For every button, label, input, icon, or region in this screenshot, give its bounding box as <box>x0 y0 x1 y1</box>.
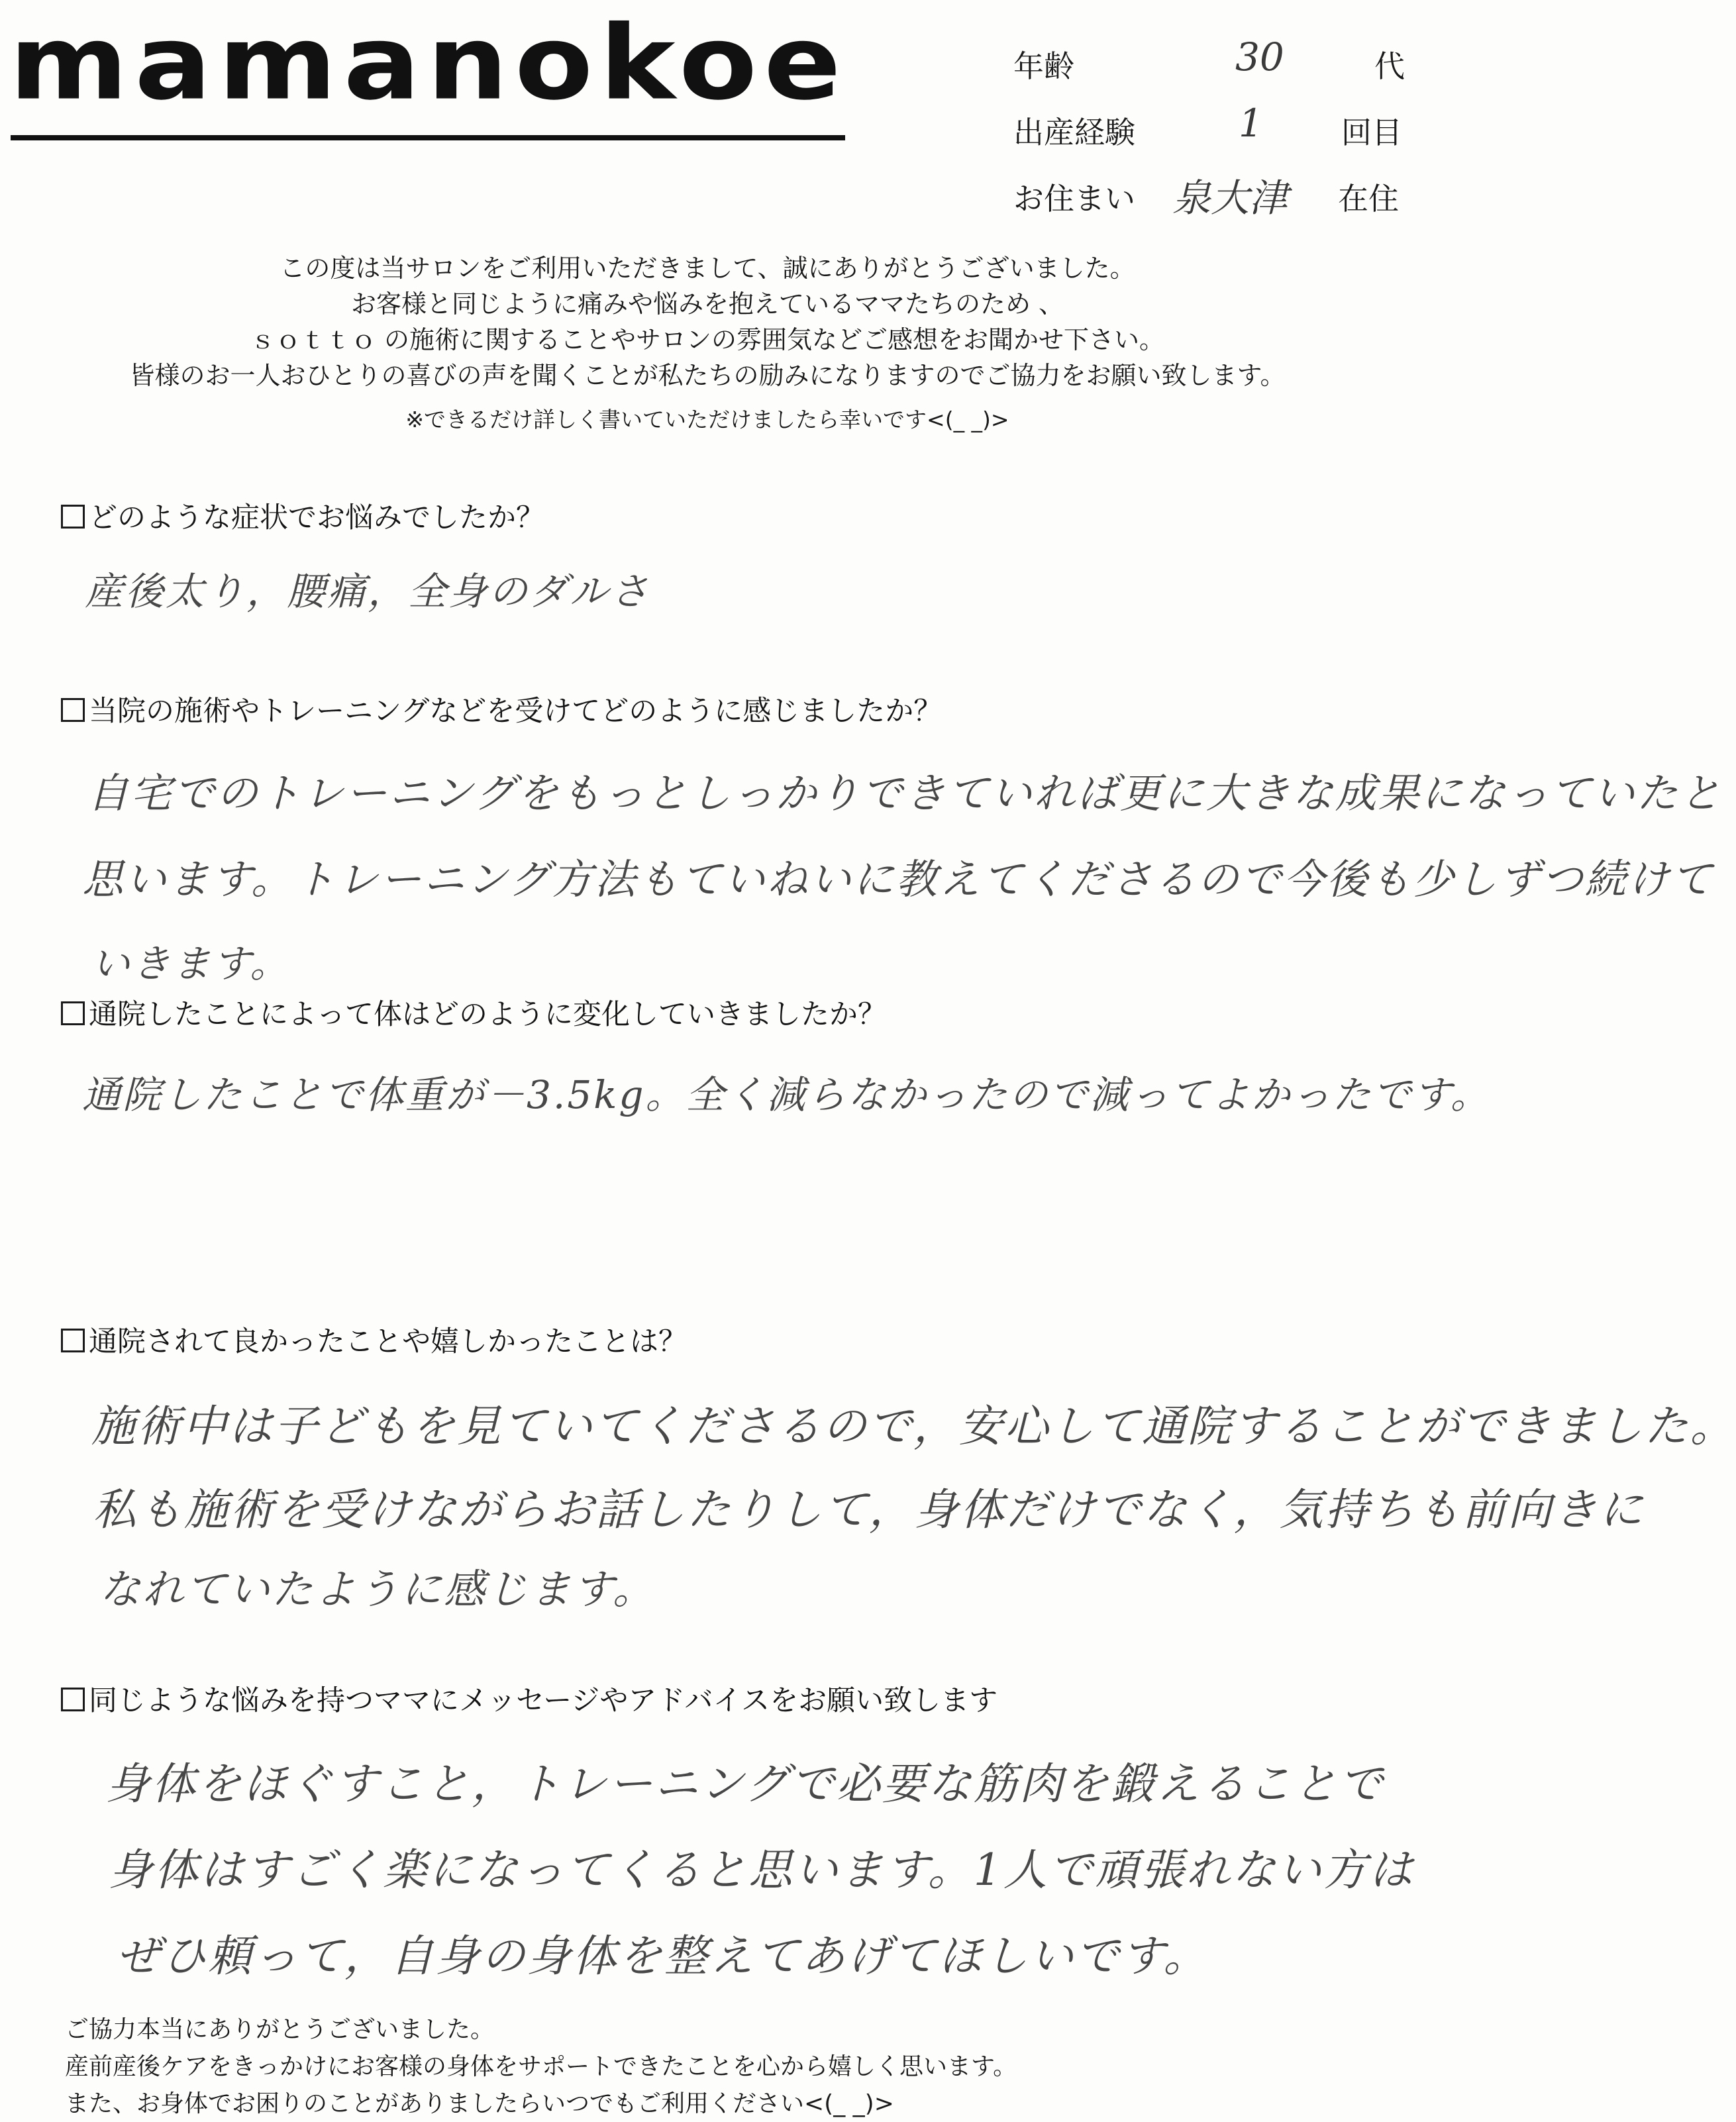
intro-line: ｓｏｔｔｏ の施術に関することやサロンの雰囲気などご感想をお聞かせ下さい。 <box>250 325 1165 354</box>
age-unit: 代 <box>1374 48 1405 84</box>
question-label: 通院されて良かったことや嬉しかったことは？ <box>89 1325 687 1358</box>
birth-experience-value: 1 <box>1239 101 1263 146</box>
answer-symptoms: 産後太り，腰痛，全身のダルさ <box>85 569 651 614</box>
residence-value: 泉大津 <box>1172 176 1288 221</box>
checkbox-square <box>61 505 85 529</box>
question-label: どのような症状でお悩みでしたか？ <box>89 501 544 534</box>
question-label: 通院したことによって体はどのように変化していきましたか？ <box>89 998 886 1031</box>
intro-text <box>0 248 1415 434</box>
residence-unit: 在住 <box>1338 181 1399 217</box>
intro-line: この度は当サロンをご利用いただきまして、誠にありがとうございました。 <box>280 254 1135 283</box>
question-label: 同じような悩みを持つママにメッセージやアドバイスをお願い致します <box>89 1684 998 1717</box>
brand-logo: mamanokoe <box>9 3 848 123</box>
answer-impressions-line: 思います。トレーニング方法もていねいに教えてくださるので今後も少しずつ続けて <box>82 855 1714 903</box>
intro-line: 皆様のお一人おひとりの喜びの声を聞くことが私たちの励みになりますのでご協力をお願い致します。 <box>129 361 1286 390</box>
birth-experience-label: 出産経験 <box>1013 115 1135 150</box>
question-body-changes <box>61 992 886 1033</box>
answer-good-points-line: なれていたように感じます。 <box>99 1565 656 1613</box>
age-row <box>1013 34 1411 82</box>
age-label: 年齢 <box>1013 48 1074 84</box>
closing-line: また、お身体でお困りのことがありましたらいつでもご利用ください<(_ _)> <box>65 2090 894 2117</box>
birth-experience-unit: 回目 <box>1341 115 1402 150</box>
answer-impressions-line: いきます。 <box>91 941 291 986</box>
answer-advice-line: 身体はすごく楽になってくると思います。1人で頑張れない方は <box>109 1844 1415 1895</box>
answer-good-points-line: 私も施術を受けながらお話したりして，身体だけでなく，気持ちも前向きに <box>93 1484 1645 1535</box>
checkbox-square <box>61 698 85 722</box>
residence-row <box>1013 167 1411 221</box>
answer-body-changes: 通院したことで体重が－3.5kg。全く減らなかったので減ってよかったです。 <box>82 1072 1491 1117</box>
checkbox-square <box>61 1688 85 1711</box>
birth-experience-row <box>1013 101 1411 148</box>
question-advice <box>61 1678 997 1719</box>
intro-line: お客様と同じように痛みや悩みを抱えているママたちのため 、 <box>350 289 1064 319</box>
checkbox-square <box>61 1001 85 1025</box>
intro-note: ※できるだけ詳しく書いていただけましたら幸いです<(_ _)> <box>405 407 1009 432</box>
question-good-points <box>61 1319 687 1360</box>
logo-underline <box>11 135 845 140</box>
answer-impressions-line: 自宅でのトレーニングをもっとしっかりできていれば更に大きな成果になっていたと <box>87 769 1723 817</box>
question-label: 当院の施術やトレーニングなどを受けてどのように感じましたか？ <box>89 695 943 728</box>
residence-label: お住まい <box>1013 181 1135 217</box>
closing-line: 産前産後ケアをきっかけにお客様の身体をサポートできたことを心から嬉しく思います。 <box>65 2053 1017 2080</box>
answer-good-points-line: 施術中は子どもを見ていてくださるので，安心して通院することができました。 <box>91 1401 1736 1452</box>
age-value: 30 <box>1235 34 1284 79</box>
closing-line: ご協力本当にありがとうございました。 <box>65 2016 495 2043</box>
answer-advice-line: ぜひ頼って，自身の身体を整えてあげてほしいです。 <box>117 1931 1209 1982</box>
question-symptoms <box>61 495 544 536</box>
question-impressions <box>61 689 942 729</box>
checkbox-square <box>61 1329 85 1352</box>
answer-advice-line: 身体をほぐすこと，トレーニングで必要な筋肉を鍛えることで <box>106 1758 1385 1809</box>
